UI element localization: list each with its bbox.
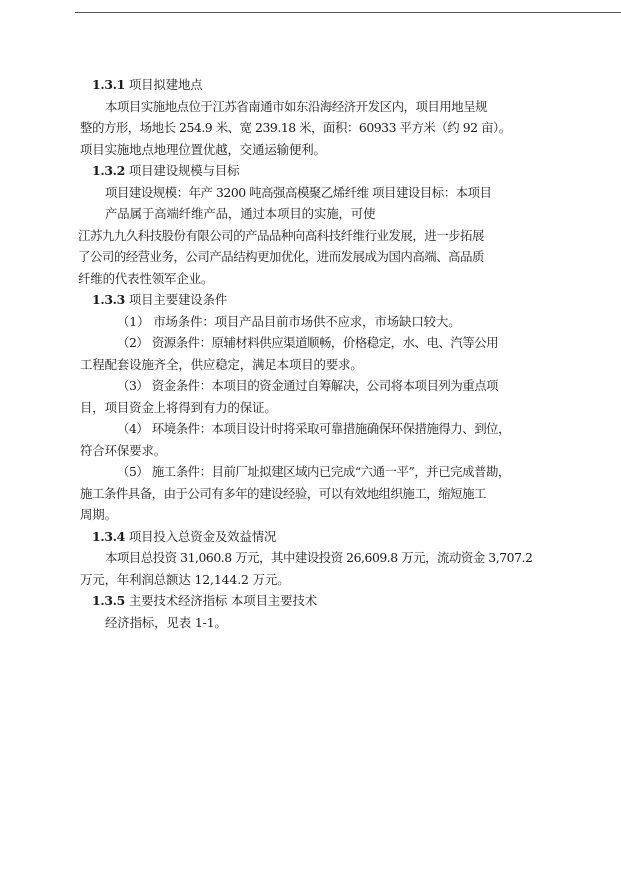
condition-item-1: [80, 311, 540, 333]
condition-line: 周期。: [80, 507, 117, 522]
condition-item-5: [80, 461, 540, 526]
item-label: （1）: [117, 313, 150, 329]
section-title: 主要技术经济指标: [128, 593, 228, 608]
condition-line: [80, 461, 540, 483]
item-label: （5）: [117, 464, 149, 479]
paragraph-line: 项目建设规模：年产 3200 吨高强高模聚乙烯纤维 项目建设目标：本项目: [105, 184, 492, 200]
section-paragraph-1-3-1-cont: [80, 117, 540, 160]
section-title: 项目建设规模与目标: [128, 163, 240, 178]
paragraph-line: 经济指标，见表 1-1。: [105, 614, 227, 630]
section-title: 项目拟建地点: [128, 77, 203, 92]
section-title-suffix: 本项目主要技术: [231, 593, 318, 608]
item-label: （4）: [117, 421, 149, 436]
section-number: 1.3.1: [92, 77, 125, 92]
item-label: （2）: [117, 335, 149, 350]
document-body: [80, 74, 540, 633]
condition-item-3: [80, 375, 540, 418]
section-heading-1-3-3: [80, 289, 540, 311]
paragraph-line: 项目实施地点地理位置优越，交通运输便利。: [80, 141, 326, 157]
condition-line: 符合环保要求。: [80, 442, 167, 458]
section-heading-1-3-1: [80, 74, 540, 96]
paragraph-line: 产品属于高端纤维产品，通过本项目的实施，可使: [105, 206, 376, 221]
paragraph-line: 江苏九九久科技股份有限公司的产品品种向高科技纤维行业发展，进一步拓展: [78, 227, 484, 243]
item-text: 资金条件：本项目的资金通过自筹解决，公司将本项目列为重点项: [151, 378, 499, 393]
section-number: 1.3.5: [92, 593, 125, 608]
header-rule: [75, 12, 621, 13]
condition-line: 目，项目资金上将得到有力的保证。: [80, 399, 277, 415]
section-heading-1-3-5: [80, 590, 540, 612]
section-paragraph-1-3-2: [80, 182, 540, 225]
section-paragraph-1-3-2-cont: [78, 225, 540, 290]
paragraph-line: 整的方形，场地长 254.9 米、宽 239.18 米，面积：60933 平方米（约 92 亩）。: [80, 120, 511, 135]
paragraph-line: 万元，年利润总额达 12,144.2 万元。: [80, 571, 290, 587]
item-text: 环境条件：本项目设计时将采取可靠措施确保环保措施得力、到位，: [151, 421, 511, 436]
condition-line: [80, 332, 540, 354]
item-text: 资源条件：原辅材料供应渠道顺畅，价格稳定，水、电、汽等公用: [151, 335, 499, 350]
condition-item-2: [80, 332, 540, 375]
item-label: （3）: [117, 378, 149, 393]
condition-line: [80, 311, 540, 333]
condition-item-4: [80, 418, 540, 461]
condition-line: [80, 375, 540, 397]
section-title: 项目投入总资金及效益情况: [128, 528, 277, 544]
paragraph-line: 了公司的经营业务，公司产品结构更加优化，进而发展成为国内高端、高品质: [78, 249, 484, 264]
condition-line: 施工条件具备，由于公司有多年的建设经验，可以有效地组织施工，缩短施工: [80, 485, 486, 501]
section-number: 1.3.3: [92, 292, 125, 307]
paragraph-line: 纤维的代表性领军企业。: [78, 270, 214, 286]
paragraph-line: 本项目总投资 31,060.8 万元，其中建设投资 26,609.8 万元，流动资金 3,707.2: [105, 550, 533, 565]
section-heading-1-3-4: [80, 526, 540, 548]
section-heading-1-3-2: [80, 160, 540, 182]
paragraph-line: 本项目实施地点位于江苏省南通市如东沿海经济开发区内，项目用地呈规: [105, 98, 488, 114]
item-text: 施工条件：目前厂址拟建区域内已完成“六通一平”，并已完成普勘，: [151, 464, 510, 479]
condition-line: [80, 418, 540, 440]
section-paragraph-1-3-1: [80, 96, 540, 118]
section-number: 1.3.2: [92, 163, 125, 178]
section-number: 1.3.4: [92, 528, 125, 544]
item-text: 市场条件：项目产品目前市场供不应求，市场缺口较大。: [153, 313, 461, 329]
section-title: 项目主要建设条件: [128, 292, 228, 307]
section-paragraph-1-3-5: [80, 612, 540, 634]
condition-line: 工程配套设施齐全，供应稳定，满足本项目的要求。: [80, 356, 363, 372]
section-paragraph-1-3-4: [80, 547, 540, 590]
